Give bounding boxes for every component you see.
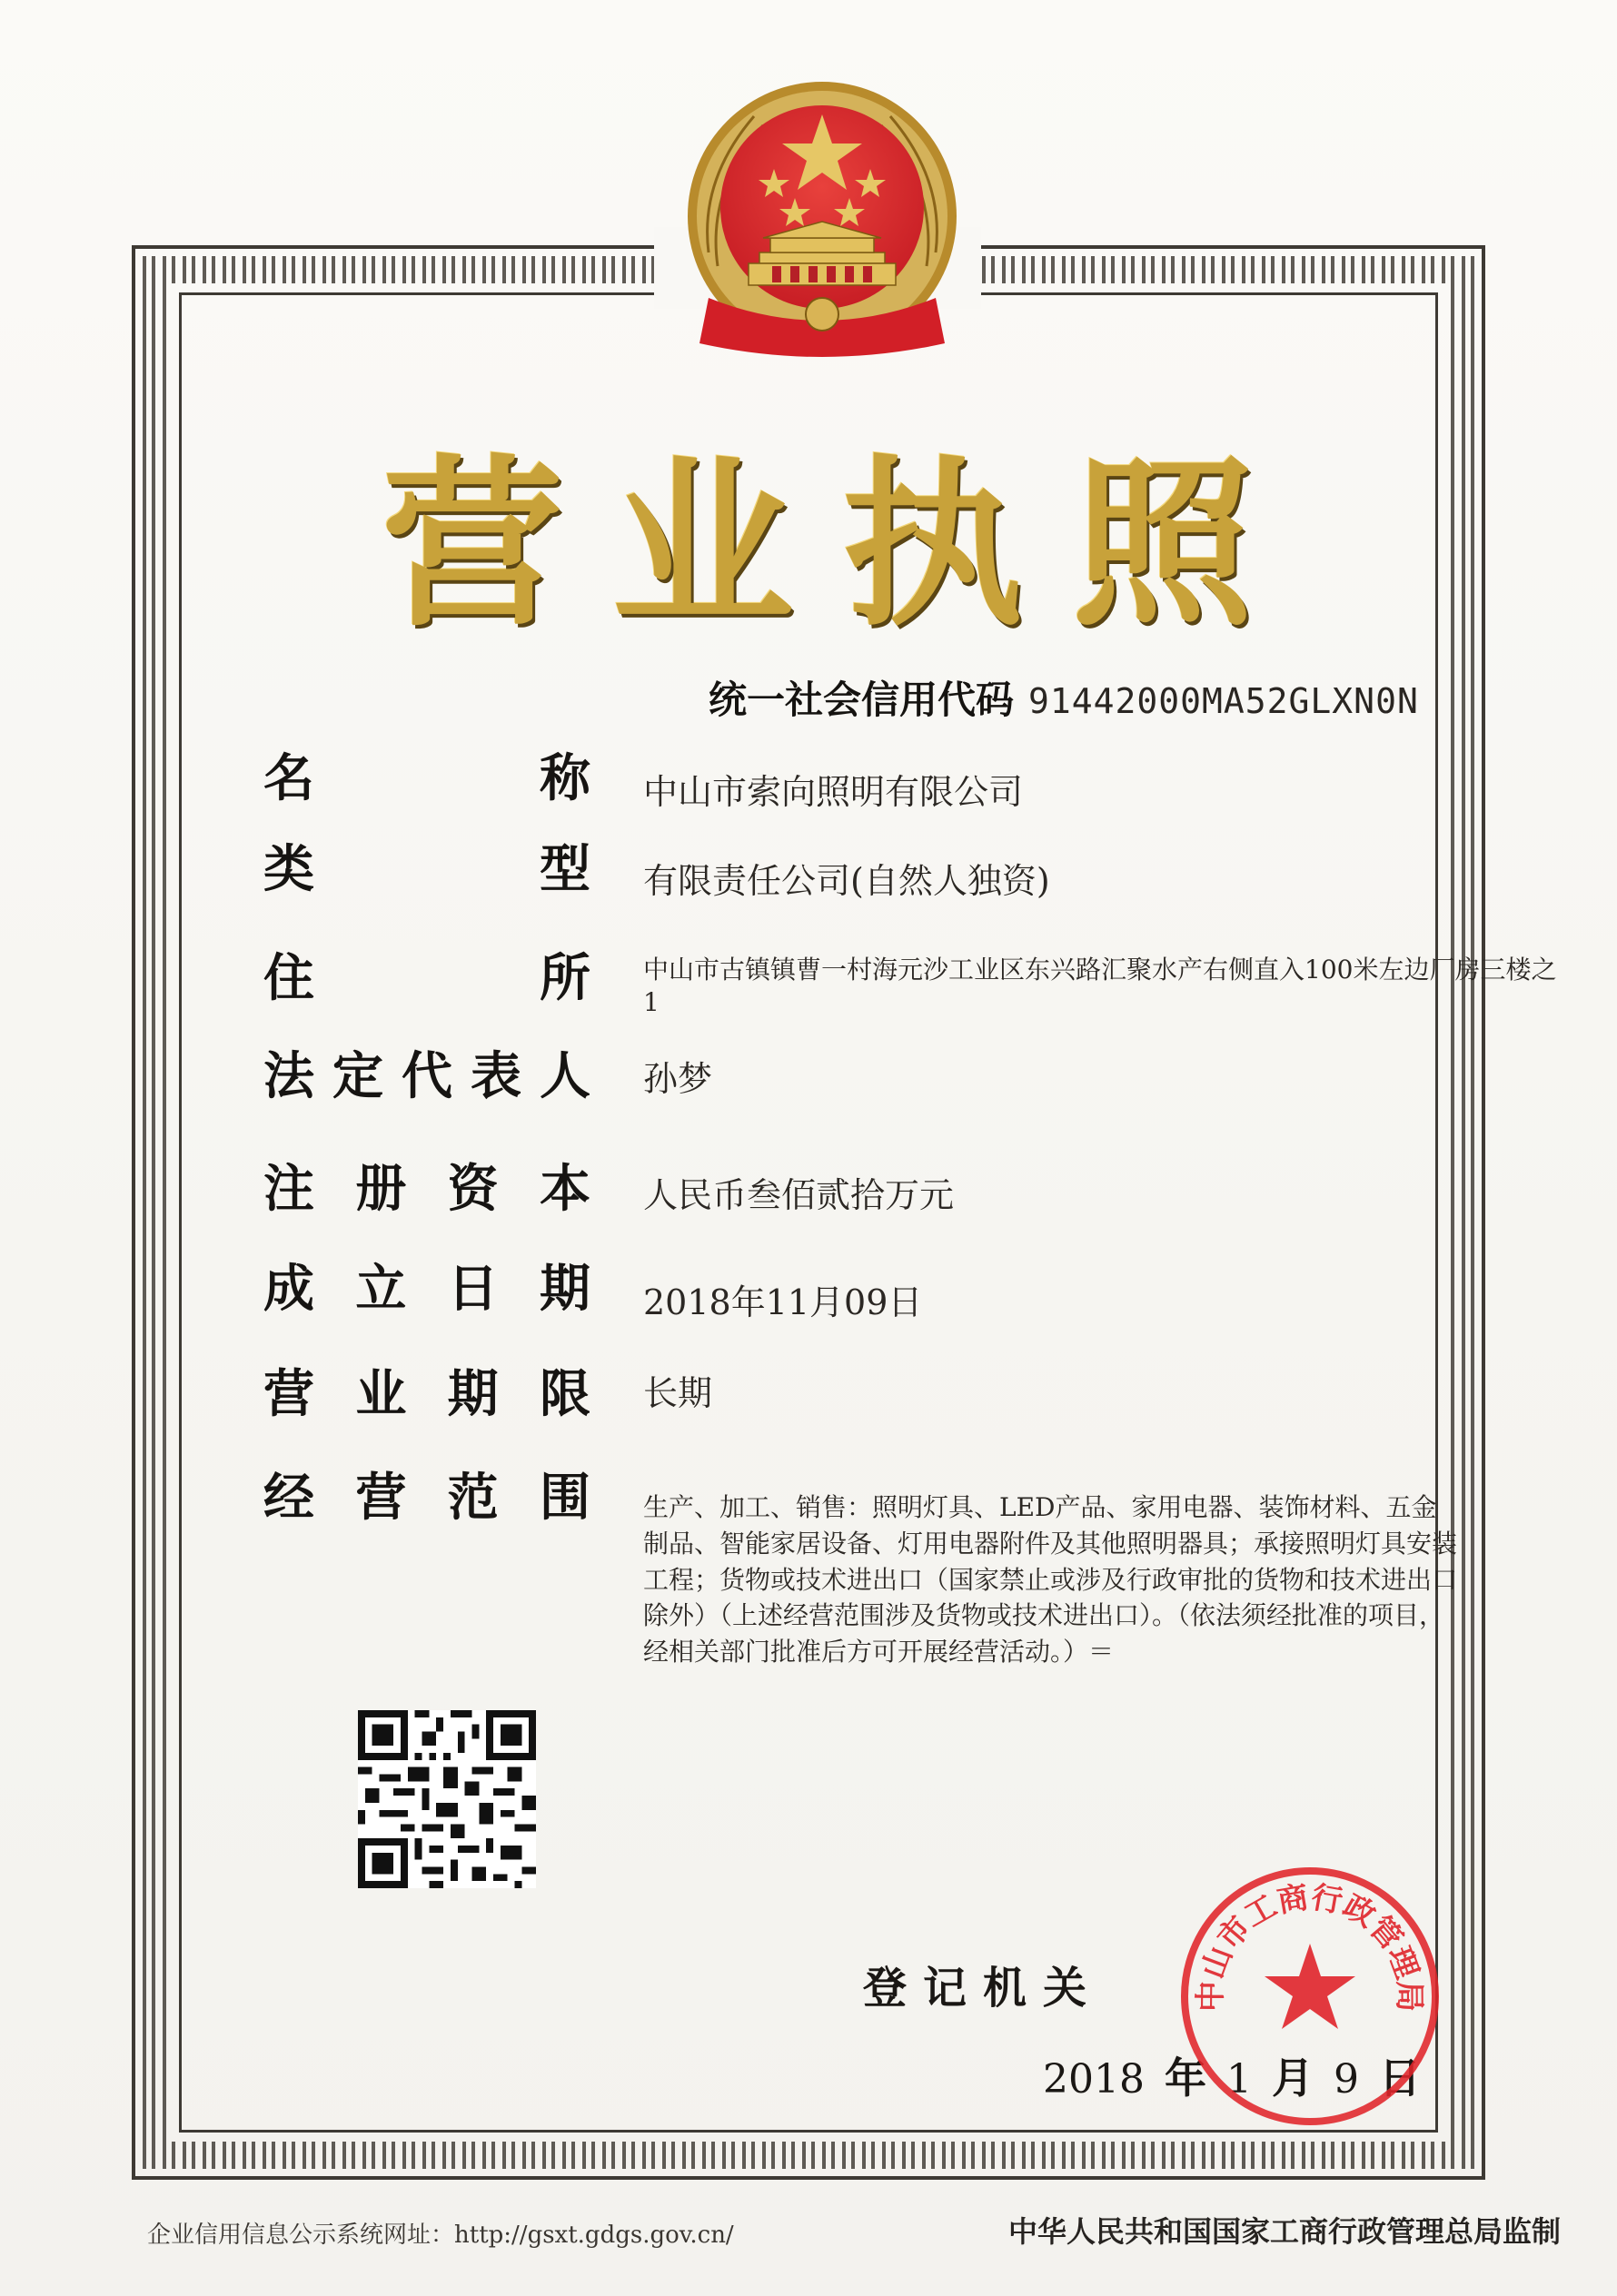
credit-code-row: [709, 670, 1490, 725]
issue-month: 1: [1225, 2056, 1252, 2103]
name-label: 名称: [263, 749, 590, 808]
scope-value: 生产、加工、销售：照明灯具、LED产品、家用电器、装饰材料、五金制品、智能家居设备、灯用电器附件及其他照明器具；承接照明灯具安装工程；货物或技术进出口（国家禁止或涉及行政审批的货物和技术进出口除外）（上述经营范围涉及货物或技术进出口）。（依法须经批准的项目，经相关部门批准后方可开展经营活动。）＝: [643, 1492, 1458, 1667]
legal-rep-label: 法定代表人: [263, 1047, 590, 1106]
name-value: 中山市索向照明有限公司: [643, 772, 1024, 812]
type-value: 有限责任公司(自然人独资): [643, 861, 1050, 901]
title-char: 执: [841, 438, 1024, 651]
term-value: 长期: [643, 1373, 713, 1413]
registration-authority-label: 登记机关: [863, 1963, 1104, 2014]
established-value: 2018年11月09日: [643, 1282, 923, 1322]
credit-code-value: 91442000MA52GLXN0N: [1028, 681, 1419, 721]
footer-issuer: 中华人民共和国国家工商行政管理总局监制: [1008, 2214, 1562, 2249]
established-label: 成立日期: [263, 1260, 590, 1319]
term-label: 营业期限: [263, 1365, 590, 1424]
credit-code-label: 统一社会信用代码: [709, 678, 1015, 722]
document-title: [382, 427, 1254, 663]
capital-label: 注册资本: [263, 1160, 590, 1219]
address-label: 住所: [263, 949, 590, 1008]
address-value: 中山市古镇镇曹一村海元沙工业区东兴路汇聚水产右侧直入100米左边厂房三楼之1: [643, 955, 1557, 1018]
issue-year-unit: 年: [1164, 2054, 1206, 2103]
official-seal-icon: [1174, 1860, 1446, 2133]
issue-month-unit: 月: [1271, 2054, 1314, 2103]
type-label: 类型: [263, 840, 590, 899]
capital-value: 人民币叁佰贰拾万元: [643, 1175, 955, 1215]
title-char: 营: [382, 438, 564, 651]
seal-text: 中山市工商行政管理局: [1192, 1878, 1428, 2013]
scope-label: 经营范围: [263, 1469, 590, 1528]
qr-code-icon: [358, 1710, 536, 1888]
title-char: 照: [1071, 438, 1254, 651]
issue-year: 2018: [1043, 2056, 1145, 2103]
issue-day: 9: [1333, 2056, 1359, 2103]
legal-rep-value: 孙梦: [643, 1059, 713, 1099]
title-char: 业: [611, 438, 794, 651]
national-emblem-icon: [672, 71, 972, 380]
issue-day-unit: 日: [1378, 2054, 1421, 2103]
footer-website: 企业信用信息公示系统网址：http://gsxt.gdgs.gov.cn/: [147, 2222, 734, 2249]
